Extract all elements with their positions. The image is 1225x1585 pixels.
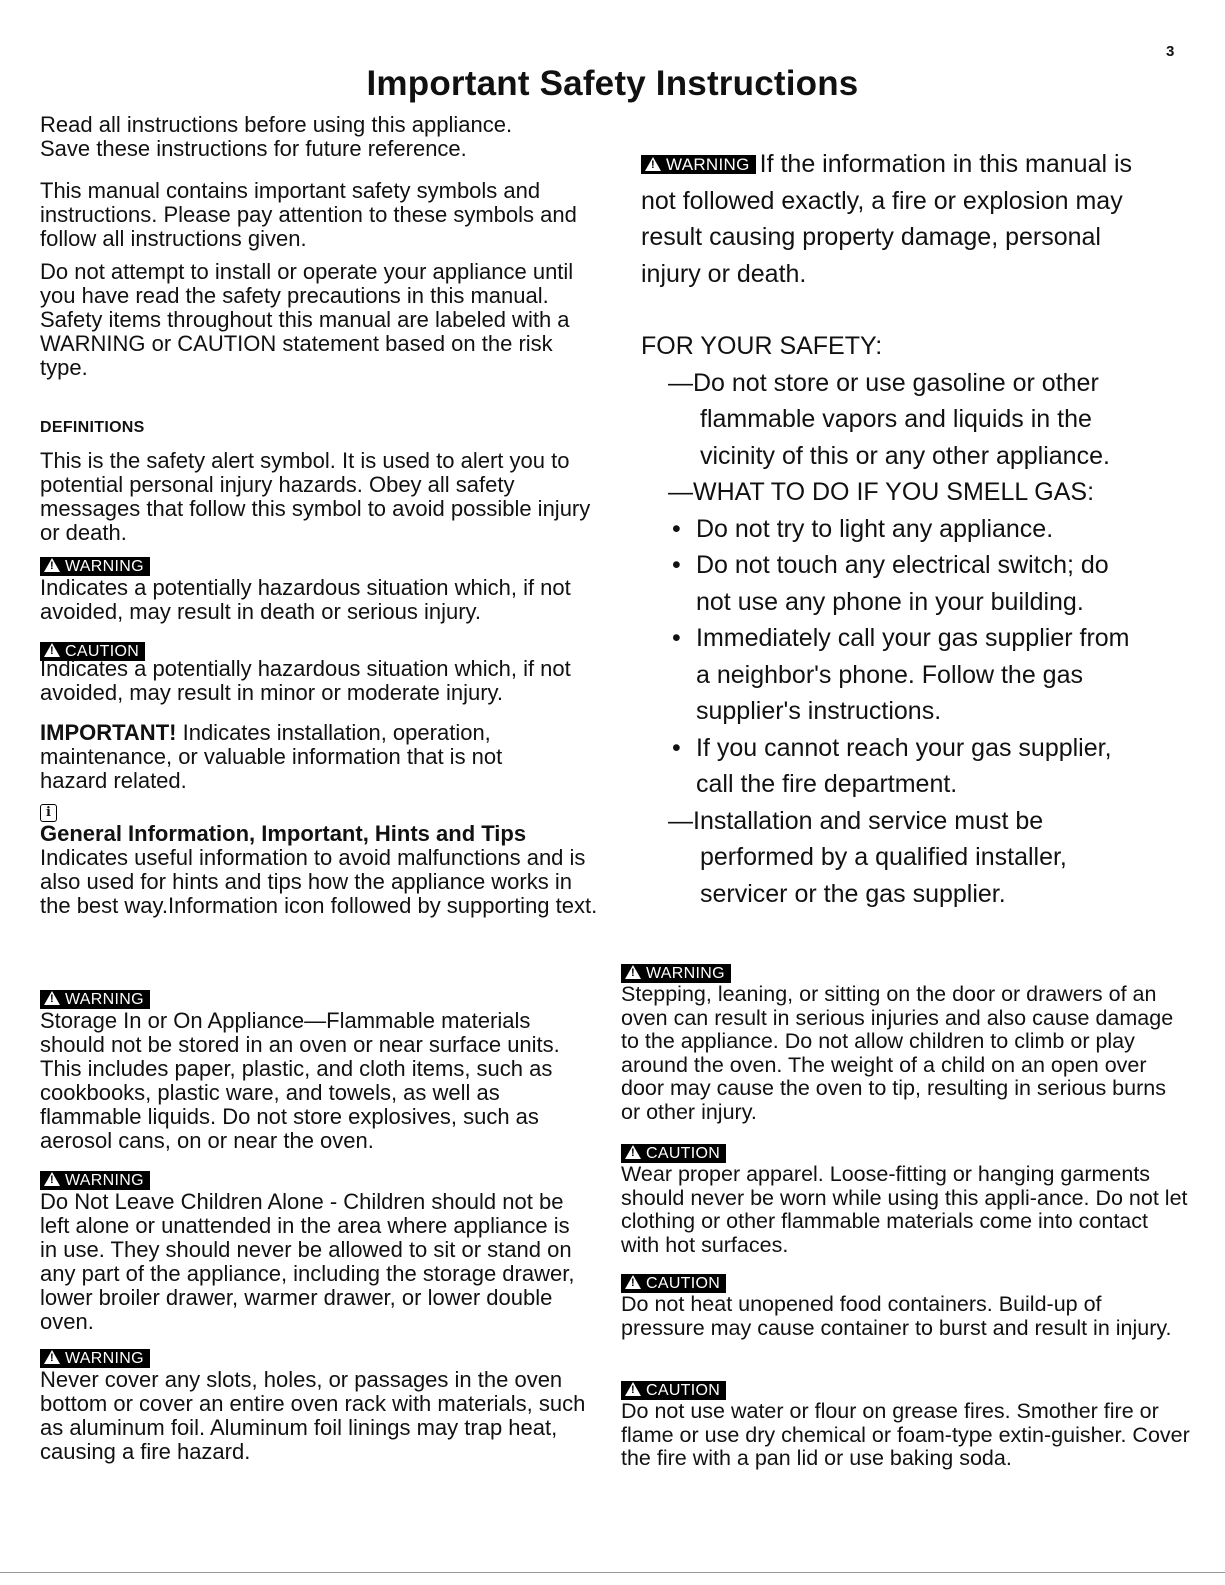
intro-read: Read all instructions before using this appliance.: [40, 112, 513, 137]
warning-badge: !WARNING: [40, 990, 150, 1009]
warning-badge: !WARNING: [641, 155, 756, 174]
bullet-item: • Do not try to light any appliance.: [672, 514, 1054, 543]
alert-triangle-icon: [44, 558, 60, 572]
warning-badge: !WARNING: [40, 1349, 150, 1368]
caution-definition: !CAUTION Indicates a potentially hazardous situation which, if not avoided, may result in minor or moderate injury.: [40, 642, 600, 705]
warning-children: !WARNING Do Not Leave Children Alone - Children should not be left alone or unattended in the area where appliance is in use. They should never be allowed to sit or stand on any part of the appliance, including the storage drawer, lower broiler drawer, warmer drawer, or lower double oven.: [40, 1171, 592, 1334]
alert-triangle-icon: [625, 1275, 641, 1289]
caution-grease-fires: !CAUTION Do not use water or flour on grease fires. Smother fire or flame or use dry chemical or foam-type extin-guisher. Cover the fire with a pan lid or use baking soda.: [621, 1381, 1191, 1471]
for-your-safety-heading: FOR YOUR SAFETY:: [641, 332, 883, 360]
warning-badge: !WARNING: [621, 964, 731, 983]
bottom-divider: [0, 1572, 1225, 1573]
alert-triangle-icon: [44, 1350, 60, 1364]
smell-gas-heading: —WHAT TO DO IF YOU SMELL GAS:: [668, 478, 1095, 506]
safety-alert-definition: This is the safety alert symbol. It is used to alert you to potential personal injury hazards. Obey all safety messages that follow this symbol to avoid possible injury or death.: [40, 448, 591, 545]
important-label: IMPORTANT!: [40, 720, 177, 745]
caution-badge: !CAUTION: [40, 642, 145, 661]
intro-section: [40, 113, 600, 161]
gas-warning: !WARNING If the information in this manual is not followed exactly, a fire or explosion may result causing property damage, personal injury or death.: [641, 146, 1161, 292]
alert-triangle-icon: [44, 643, 60, 657]
warning-definition: !WARNING Indicates a potentially hazardous situation which, if not avoided, may result in death or serious injury.: [40, 557, 600, 624]
info-definition: i General Information, Important, Hints and Tips Indicates useful information to avoid malfunctions and is also used for hints and tips how the appliance works in the best way.Information icon followed by supporting text.: [40, 803, 600, 918]
alert-triangle-icon: [625, 965, 641, 979]
alert-triangle-icon: [44, 991, 60, 1005]
warning-badge: !WARNING: [40, 1171, 150, 1190]
caution-containers: !CAUTION Do not heat unopened food containers. Build-up of pressure may cause container to burst and result in injury.: [621, 1274, 1191, 1340]
bullet-item: • Immediately call your gas supplier from a neighbor's phone. Follow the gas supplier's instructions.: [672, 624, 1130, 725]
warning-storage: !WARNING Storage In or On Appliance—Flammable materials should not be stored in an oven or near surface units. This includes paper, plastic, and cloth items, such as cookbooks, plastic ware, and towels, as well as flammable liquids. Do not store explosives, such as aerosol cans, on or near the oven.: [40, 990, 592, 1153]
intro-precautions: Do not attempt to install or operate your appliance until you have read the safety precautions in this manual. Safety items throughout this manual are labeled with a WARNING or CAUTION statement based on the risk type.: [40, 259, 574, 380]
page-number: 3: [1166, 43, 1175, 60]
caution-badge: !CAUTION: [621, 1381, 726, 1400]
warning-badge: !WARNING: [40, 557, 150, 576]
alert-triangle-icon: [645, 157, 661, 171]
caution-badge: !CAUTION: [621, 1144, 726, 1163]
page-title: Important Safety Instructions: [366, 64, 859, 103]
intro-symbols: This manual contains important safety symbols and instructions. Please pay attention to these symbols and follow all instructions given.: [40, 178, 577, 251]
gasoline-item: —Do not store or use gasoline or other flammable vapors and liquids in the vicinity of this or any other appliance.: [668, 368, 1110, 470]
for-your-safety: [641, 328, 1141, 912]
info-heading: General Information, Important, Hints and Tips: [40, 821, 527, 846]
alert-triangle-icon: [44, 1172, 60, 1186]
bullet-item: • Do not touch any electrical switch; do not use any phone in your building.: [672, 551, 1109, 616]
intro-save: Save these instructions for future reference.: [40, 136, 467, 161]
installation-item: —Installation and service must be performed by a qualified installer, servicer or the gas supplier.: [668, 806, 1067, 908]
warning-foil: !WARNING Never cover any slots, holes, or passages in the oven bottom or cover an entire oven rack with materials, such as aluminum foil. Aluminum foil linings may trap heat, causing a fire hazard.: [40, 1349, 592, 1464]
caution-badge: !CAUTION: [621, 1274, 726, 1293]
definitions-heading: DEFINITIONS: [40, 419, 145, 436]
important-definition: IMPORTANT! Indicates installation, operation, maintenance, or valuable information that is not hazard related.: [40, 720, 503, 793]
alert-triangle-icon: [625, 1145, 641, 1159]
bullet-item: • If you cannot reach your gas supplier, call the fire department.: [672, 733, 1112, 798]
caution-apparel: !CAUTION Wear proper apparel. Loose-fitting or hanging garments should never be worn while using this appli-ance. Do not let clothing or other flammable materials come into contact with hot surfaces.: [621, 1144, 1191, 1257]
warning-door: !WARNING Stepping, leaning, or sitting on the door or drawers of an oven can result in serious injuries and also cause damage to the appliance. Do not allow children to climb or play around the oven. The weight of a child on an open over door may cause the oven to tip, resulting in serious burns or other injury.: [621, 964, 1191, 1124]
alert-triangle-icon: [625, 1382, 641, 1396]
info-icon: i: [40, 804, 57, 822]
